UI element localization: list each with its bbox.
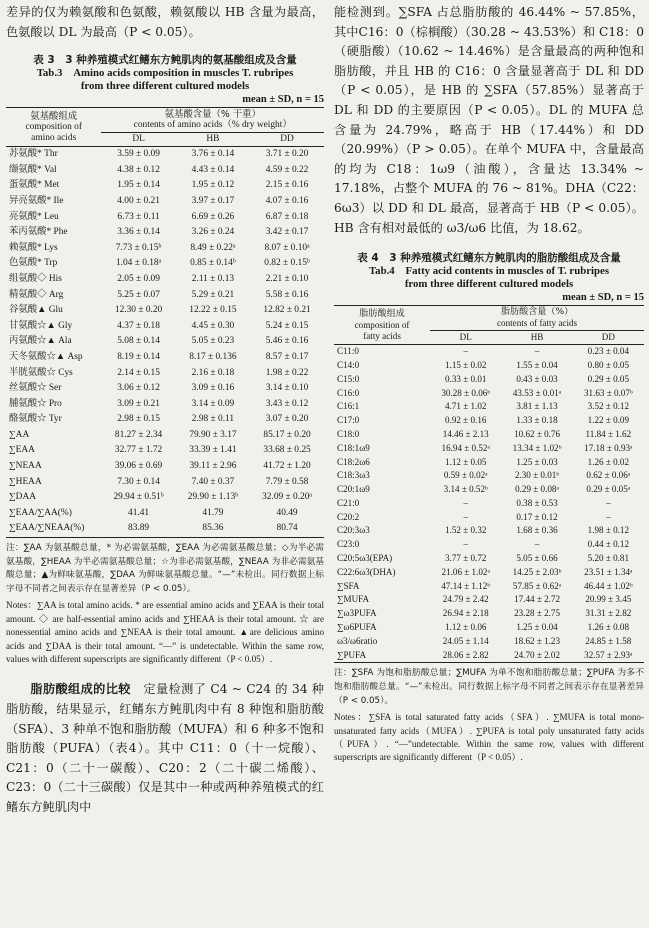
cell-dl: 1.12 ± 0.05: [445, 456, 487, 467]
row-label: 丝氨酸☆ Ser: [9, 383, 62, 394]
cell-hb: 29.90 ± 1.13ᵇ: [187, 492, 239, 503]
table4-block: [334, 250, 644, 765]
cell-dd: 7.79 ± 0.58: [265, 476, 309, 487]
row-label: C16:0: [337, 387, 360, 398]
cell-dd: 20.99 ± 3.45: [585, 594, 632, 605]
cell-dl: 7.30 ± 0.14: [117, 476, 160, 487]
cell-hb: 13.34 ± 1.02ᵇ: [512, 442, 562, 453]
cell-hb: 3.76 ± 0.14: [191, 149, 235, 160]
cell-hb: 3.09 ± 0.16: [191, 383, 235, 394]
cell-dl: 14.46 ± 2.13: [442, 428, 489, 439]
cell-dd: 3.52 ± 0.12: [587, 401, 630, 412]
cell-dl: 30.28 ± 0.06ᵇ: [441, 387, 491, 398]
table-row: [334, 483, 644, 497]
cell-dd: 1.98 ± 0.12: [587, 525, 630, 536]
cell-hb: 8.17 ± 0.136: [189, 351, 237, 362]
cell-dl: 1.95 ± 0.14: [117, 180, 160, 191]
table-row: [334, 373, 644, 387]
cell-dd: 41.72 ± 1.20: [263, 461, 311, 472]
cell-dl: 4.71 ± 1.02: [445, 401, 487, 412]
continued-paragraph: 差异的仅为赖氨酸和色氨酸，赖氨酸以 HB 含量为最高，色氨酸以 DL 为最高（P < 0.05）。: [6, 5, 324, 39]
cell-dd: 80.74: [276, 523, 298, 534]
table4-col-dl: DL: [430, 331, 501, 345]
cell-hb: 2.11 ± 0.13: [191, 273, 235, 284]
cell-hb: 39.11 ± 2.96: [189, 461, 237, 472]
table4-caption-en-1: Tab.4 Fatty acid contents in muscles of T. rubripes: [368, 265, 610, 278]
table-row: [6, 210, 324, 226]
table3-note-zh: 注：∑AA 为氨基酸总量，* 为必需氨基酸，∑EAA 为必需氨基酸总量；◇为半必需氨基酸，∑HEAA 为半必需氨基酸总量；☆为非必需氨基酸，∑NEAA 为非必需氨基酸总量；▲为鲜味氨基酸，∑DAA 为鲜味氨基酸总量。“—”未检出。同行数据上标字母不同者之间表示存在显著差异（P < 0.05）。: [6, 543, 324, 594]
cell-dd: 4.59 ± 0.22: [265, 164, 309, 175]
row-label: ∑MUFA: [337, 594, 370, 605]
table-row: [334, 345, 644, 359]
cell-dl: 21.06 ± 1.02ᵃ: [441, 566, 490, 577]
row-label: 异亮氨酸* Ile: [9, 195, 64, 206]
row-label: 脯氨酸☆ Pro: [9, 398, 62, 409]
row-label: 色氨酸* Trp: [9, 258, 58, 269]
cell-dd: 0.44 ± 0.12: [587, 539, 630, 550]
row-label: 蛋氨酸* Met: [9, 180, 60, 191]
row-label: C23:0: [337, 539, 360, 550]
cell-dl: –: [463, 539, 469, 550]
cell-dl: 1.15 ± 0.02: [445, 359, 487, 370]
header-comp-en1: composition of: [25, 121, 82, 132]
row-label: ∑PUFA: [337, 649, 367, 660]
table3-caption-en-2: from three different cultured models: [80, 80, 250, 93]
cell-dl: 1.12 ± 0.06: [445, 622, 487, 633]
row-label: ∑SFA: [337, 580, 360, 591]
row-label: ∑EAA/∑NEAA(%): [9, 523, 85, 534]
cell-hb: 1.25 ± 0.03: [516, 456, 558, 467]
cell-hb: 3.14 ± 0.09: [191, 398, 235, 409]
table-row: [6, 381, 324, 397]
table-row: [334, 580, 644, 594]
cell-dd: 3.43 ± 0.12: [265, 398, 309, 409]
table4-col-dd: DD: [573, 331, 644, 345]
row-label: C20:2: [337, 511, 360, 522]
cell-dd: 5.24 ± 0.15: [265, 320, 309, 331]
cell-hb: 0.17 ± 0.12: [516, 511, 558, 522]
table-row: [6, 319, 324, 335]
row-label: C22:6ω3(DHA): [337, 566, 396, 577]
cell-dd: 3.07 ± 0.20: [265, 414, 309, 425]
cell-dd: 6.87 ± 0.18: [265, 211, 309, 222]
row-label: ∑HEAA: [9, 476, 42, 487]
cell-dl: 1.04 ± 0.18ᵃ: [115, 258, 162, 269]
cell-hb: 5.05 ± 0.23: [191, 336, 235, 347]
cell-dd: 1.26 ± 0.02: [587, 456, 630, 467]
table-row: [334, 552, 644, 566]
cell-hb: 24.70 ± 2.02: [514, 649, 560, 660]
cell-dd: 0.80 ± 0.05: [587, 359, 630, 370]
cell-hb: –: [534, 539, 540, 550]
cell-hb: 85.36: [202, 523, 224, 534]
cell-dl: 0.59 ± 0.02ᵃ: [443, 470, 488, 481]
table4: [334, 305, 644, 663]
cell-dl: 24.05 ± 1.14: [442, 635, 489, 646]
cell-dl: 26.94 ± 2.18: [442, 608, 489, 619]
table-row: [334, 497, 644, 511]
row-label: 组氨酸◇ His: [9, 273, 62, 284]
cell-dd: 1.22 ± 0.09: [587, 415, 630, 426]
cell-dl: 41.41: [128, 507, 150, 518]
table-row: [6, 334, 324, 350]
table-row: [334, 607, 644, 621]
table-row: [6, 412, 324, 428]
cell-hb: 3.81 ± 1.13: [516, 401, 558, 412]
cell-hb: 1.33 ± 0.18: [516, 415, 558, 426]
table-row: [334, 469, 644, 483]
row-label: 丙氨酸☆▲ Ala: [9, 336, 72, 347]
row-label: 赖氨酸* Lys: [9, 242, 58, 253]
table3-col-hb: HB: [176, 133, 250, 147]
table4-header-content: [430, 306, 644, 331]
row-label: 亮氨酸* Leu: [9, 211, 59, 222]
table3: [6, 107, 324, 538]
cell-dd: 3.42 ± 0.17: [265, 227, 309, 238]
cell-dd: 2.15 ± 0.16: [265, 180, 309, 191]
cell-hb: 0.43 ± 0.03: [516, 373, 558, 384]
cell-hb: 57.85 ± 0.62ᵃ: [512, 580, 562, 591]
table-row: [334, 387, 644, 401]
table4-note-zh: 注：∑SFA 为饱和脂肪酸总量；∑MUFA 为单不饱和脂肪酸总量；∑PUFA 为多不饱和脂肪酸总量。“—”未检出。同行数据上标字母不同者之间表示存在显著差异（P < 0.05）。: [334, 668, 644, 706]
row-label: C18:2ω6: [337, 456, 370, 467]
row-label: 酪氨酸☆ Tyr: [9, 414, 62, 425]
cell-hb: 23.28 ± 2.75: [514, 608, 560, 619]
table-row: [6, 288, 324, 304]
table-row: [6, 256, 324, 272]
cell-hb: 12.22 ± 0.15: [189, 305, 237, 316]
row-label: ∑NEAA: [9, 461, 42, 472]
cell-dl: 32.77 ± 1.72: [114, 445, 163, 456]
table-row: [6, 506, 324, 522]
cell-hb: 8.49 ± 0.22ᵃ: [190, 242, 236, 253]
cell-dl: 47.14 ± 1.12ᵇ: [441, 580, 491, 591]
table3-caption-zh: 表 3 3 种养殖模式红鳍东方鲀肌肉的氨基酸组成及含量: [33, 54, 297, 67]
table-row: [334, 635, 644, 649]
table-row: [334, 524, 644, 538]
row-label: ∑ω6PUFA: [337, 622, 377, 633]
table-row: [334, 400, 644, 414]
cell-dl: –: [463, 346, 469, 357]
table-row: [6, 303, 324, 319]
cell-hb: 1.95 ± 0.12: [191, 180, 235, 191]
cell-dl: 39.06 ± 0.69: [114, 461, 163, 472]
results-paragraph: 能检测到。∑SFA 占总脂肪酸的 46.44% ~ 57.85%，其中C16：0（棕榈酸）（30.28 ~ 43.53%）和 C18：0（硬脂酸）（10.62 ~ 14.46%）是含量最高的两种饱和脂肪酸，并且 HB 的 C16：0 含量显著高于 DL 和 DD（P < 0.05），是 HB 的 ∑SFA（57.85%）显著高于 DL 和 DD 的主要原因（P < 0.05）。DL 的 MUFA 总含量为 24.79%，略高于 HB（17.44%）和 DD（20.99%）（P > 0.05）。在单个 MUFA 中，含量最高的均为 C18：1ω9（油酸），含量达 13.34% ~ 17.18%，占整个 MUFA 的 76 ~ 81%。DHA（C22：6ω3）以 DD 和 DL 最高，显著高于 HB（P < 0.05）。HB 含有相对最低的 ω3/ω6 比值，为 18.62。: [334, 5, 644, 235]
row-label: C20:3ω3: [337, 525, 370, 536]
table-row: [334, 428, 644, 442]
cell-dd: 1.98 ± 0.22: [265, 367, 309, 378]
cell-dd: 17.18 ± 0.93ᵃ: [584, 442, 633, 453]
cell-dl: 0.33 ± 0.01: [445, 373, 487, 384]
cell-dd: 32.09 ± 0.20ᵃ: [262, 492, 312, 503]
header-comp-zh: 脂肪酸组成: [359, 308, 405, 319]
table-row: [6, 225, 324, 241]
table3-mean-sd: mean ± SD, n = 15: [242, 94, 324, 106]
table3-header-content: [101, 108, 324, 133]
right-column: [334, 0, 644, 765]
table-row: [6, 178, 324, 194]
cell-hb: 2.30 ± 0.01ᵇ: [514, 470, 560, 481]
left-column: [6, 0, 324, 818]
cell-dl: 6.73 ± 0.11: [117, 211, 160, 222]
cell-dl: –: [463, 511, 469, 522]
cell-dd: 5.20 ± 0.81: [587, 553, 630, 564]
cell-dd: 0.82 ± 0.15ᵇ: [264, 258, 310, 269]
cell-dd: 33.68 ± 0.25: [263, 445, 311, 456]
fatty-acid-text: 定量检测了 C4 ~ C24 的 34 种脂肪酸，结果显示，红鳍东方鲀肌肉中有 8 种饱和脂肪酸（SFA）、3 种单不饱和脂肪酸（MUFA）和 6 种多不饱和脂肪酸（PUFA）（表4）。其中 C11：0（十一烷酸）、C21：0（二十一碳酸）、C20：2（二十碳二烯酸）、C23：0（二十三碳酸）仅是其中一种或两种养殖模式的红鳍东方鲀肌肉中: [6, 682, 324, 814]
cell-dl: 0.92 ± 0.16: [445, 415, 487, 426]
cell-hb: 33.39 ± 1.41: [189, 445, 237, 456]
cell-hb: 5.29 ± 0.21: [191, 289, 235, 300]
cell-dl: 5.08 ± 0.14: [117, 336, 160, 347]
cell-dl: 3.14 ± 0.52ᵇ: [443, 484, 488, 495]
table4-caption-zh: 表 4 3 种养殖模式红鳍东方鲀肌肉的脂肪酸组成及含量: [357, 252, 621, 265]
cell-hb: 79.90 ± 3.17: [189, 429, 237, 440]
cell-hb: 4.43 ± 0.14: [191, 164, 235, 175]
cell-dd: –: [606, 511, 611, 522]
table-row: [6, 490, 324, 506]
table-row: [6, 194, 324, 210]
cell-dl: 3.36 ± 0.14: [117, 227, 160, 238]
cell-dl: 2.14 ± 0.15: [117, 367, 160, 378]
cell-dd: 85.17 ± 0.20: [263, 429, 311, 440]
row-label: C15:0: [337, 373, 360, 384]
cell-dd: 23.51 ± 1.34ᵃ: [584, 566, 633, 577]
table-row: [6, 521, 324, 537]
cell-hb: 7.40 ± 0.37: [191, 476, 235, 487]
cell-dd: 11.84 ± 1.62: [585, 428, 632, 439]
cell-dl: 3.06 ± 0.12: [117, 383, 160, 394]
row-label: C17:0: [337, 415, 360, 426]
cell-dd: 8.07 ± 0.10ᵃ: [264, 242, 310, 253]
cell-hb: 0.29 ± 0.08ᵃ: [515, 484, 559, 495]
table-row: [334, 359, 644, 373]
cell-dl: 29.94 ± 0.51ᵇ: [113, 492, 164, 503]
fatty-acid-paragraph: [6, 680, 324, 817]
cell-hb: 18.62 ± 1.23: [514, 635, 560, 646]
cell-dl: 81.27 ± 2.34: [114, 429, 163, 440]
cell-hb: 10.62 ± 0.76: [514, 428, 560, 439]
table-row: [334, 414, 644, 428]
cell-dd: 3.14 ± 0.10: [265, 383, 309, 394]
table-row: [6, 350, 324, 366]
table-row: [6, 459, 324, 475]
cell-hb: 3.26 ± 0.24: [191, 227, 235, 238]
table4-note-en: Notes：∑SFA is total saturated fatty acids（SFA）. ∑MUFA is total mono-unsaturated fatty acids（MUFA）. ∑PUFA is total poly unsaturated fatty acids（PUFA）. “—”undetectable. Within the same row, values with different superscripts are significantly different（P < 0.05）.: [334, 712, 644, 763]
row-label: C18:1ω9: [337, 442, 370, 453]
row-label: C16:1: [337, 401, 360, 412]
table4-col-hb: HB: [501, 331, 572, 345]
cell-hb: 43.53 ± 0.01ᵃ: [512, 387, 562, 398]
cell-dd: 46.44 ± 1.02ᵇ: [583, 580, 633, 591]
section-heading: 脂肪酸组成的比较: [30, 682, 131, 697]
cell-dl: 4.38 ± 0.12: [117, 164, 160, 175]
cell-dl: 4.00 ± 0.21: [117, 195, 160, 206]
cell-dl: 3.77 ± 0.72: [445, 553, 487, 564]
cell-dl: 1.52 ± 0.32: [445, 525, 487, 536]
row-label: C20:1ω9: [337, 484, 370, 495]
row-label: 精氨酸◇ Arg: [9, 289, 64, 300]
table3-header-composition: [6, 108, 101, 147]
row-label: ∑EAA/∑AA(%): [9, 507, 72, 518]
row-label: 谷氨酸▲ Glu: [9, 305, 63, 316]
row-label: C14:0: [337, 359, 360, 370]
cell-dd: 40.49: [276, 507, 298, 518]
cell-dl: 5.25 ± 0.07: [117, 289, 160, 300]
cell-dd: 0.29 ± 0.05: [587, 373, 630, 384]
header-comp-en1: composition of: [354, 319, 410, 330]
cell-dl: 24.79 ± 2.42: [442, 594, 489, 605]
cell-hb: 1.55 ± 0.04: [516, 359, 558, 370]
table-row: [6, 366, 324, 382]
row-label: C21:0: [337, 497, 360, 508]
table3-note-en: Notes：∑AA is total amino acids. * are essential amino acids and ∑EAA is their total amount. ◇ are half-essential amino acids and ∑HEAA is their total amount. ☆ are nonessential amino acids and ∑NEAA is their total amount. ▲are delicious amino acids and ∑DAA is their total amount. “—” is undetectable. Within the same row, values with different superscripts are significantly different（P < 0.05）.: [6, 600, 324, 665]
cell-dd: –: [606, 497, 611, 508]
row-label: 甘氨酸☆▲ Gly: [9, 320, 73, 331]
cell-hb: 6.69 ± 0.26: [191, 211, 235, 222]
row-label: 天冬氨酸☆▲ Asp: [9, 351, 83, 362]
cell-hb: –: [534, 346, 540, 357]
header-comp-zh: 氨基酸组成: [30, 110, 78, 122]
cell-dd: 31.31 ± 2.82: [585, 608, 632, 619]
header-content-zh: 氨基酸含量（% 干重）: [164, 109, 261, 121]
row-label: C18:0: [337, 428, 360, 439]
cell-dl: 3.59 ± 0.09: [117, 149, 160, 160]
table-row: [334, 566, 644, 580]
table3-caption-en-1: Tab.3 Amino acids composition in muscles T. rubripes: [36, 67, 294, 80]
table-row: [334, 511, 644, 525]
table-row: [6, 428, 324, 444]
cell-dl: 28.06 ± 2.82: [442, 649, 489, 660]
cell-dl: 2.05 ± 0.09: [117, 273, 160, 284]
cell-dl: 83.89: [128, 523, 150, 534]
cell-hb: 2.98 ± 0.11: [191, 414, 235, 425]
row-label: ∑AA: [9, 429, 30, 440]
table-row: [6, 443, 324, 459]
table-row: [334, 621, 644, 635]
cell-hb: 2.16 ± 0.18: [191, 367, 235, 378]
cell-dd: 0.23 ± 0.04: [587, 346, 630, 357]
cell-hb: 3.97 ± 0.17: [191, 195, 235, 206]
table-row: [334, 593, 644, 607]
table4-mean-sd: mean ± SD, n = 15: [562, 292, 644, 304]
row-label: ∑ω3PUFA: [337, 608, 377, 619]
cell-dd: 32.57 ± 2.93ᵃ: [584, 649, 633, 660]
row-label: C11:0: [337, 346, 359, 357]
table3-col-dl: DL: [101, 133, 175, 147]
cell-dd: 31.63 ± 0.07ᵇ: [583, 387, 633, 398]
table-row: [6, 397, 324, 413]
cell-dd: 3.71 ± 0.20: [265, 149, 309, 160]
header-content-zh: 脂肪酸含量（%）: [500, 307, 574, 318]
row-label: ∑EAA: [9, 445, 35, 456]
cell-dd: 4.07 ± 0.16: [265, 195, 309, 206]
cell-hb: 41.79: [202, 507, 224, 518]
table-row: [334, 442, 644, 456]
cell-hb: 0.38 ± 0.53: [516, 497, 558, 508]
cell-hb: 17.44 ± 2.72: [514, 594, 560, 605]
row-label: 苏氨酸* Thr: [9, 149, 58, 160]
table3-body: [6, 147, 324, 538]
header-content-en: contents of fatty acids: [497, 318, 578, 329]
header-comp-en2: amino acids: [31, 132, 77, 143]
table-row: [6, 163, 324, 179]
row-label: ω3/ω6ratio: [337, 635, 378, 646]
cell-dd: 1.26 ± 0.08: [587, 622, 630, 633]
row-label: C20:5ω3(EPA): [337, 553, 393, 564]
cell-dl: –: [463, 497, 469, 508]
cell-dd: 5.58 ± 0.16: [265, 289, 309, 300]
cell-hb: 4.45 ± 0.30: [191, 320, 235, 331]
cell-dd: 0.62 ± 0.06ᵃ: [586, 470, 631, 481]
row-label: 缬氨酸* Val: [9, 164, 57, 175]
cell-hb: 1.25 ± 0.04: [516, 622, 558, 633]
cell-dl: 7.73 ± 0.15ᵇ: [115, 242, 162, 253]
table-row: [6, 241, 324, 257]
header-content-en: contents of amino acids（% dry weight）: [133, 120, 292, 131]
cell-hb: 14.25 ± 2.03ᵇ: [512, 566, 562, 577]
table-row: [334, 649, 644, 663]
cell-dd: 0.29 ± 0.05ᵃ: [586, 484, 631, 495]
cell-dl: 8.19 ± 0.14: [117, 351, 160, 362]
table4-body: [334, 345, 644, 663]
cell-dl: 12.30 ± 0.20: [114, 305, 163, 316]
cell-hb: 0.85 ± 0.14ᵇ: [190, 258, 236, 269]
row-label: ∑DAA: [9, 492, 36, 503]
header-comp-en2: fatty acids: [363, 330, 401, 341]
cell-dl: 16.94 ± 0.52ᵃ: [441, 442, 490, 453]
cell-dd: 8.57 ± 0.17: [265, 351, 309, 362]
table-row: [6, 147, 324, 163]
cell-hb: 1.68 ± 0.36: [516, 525, 558, 536]
row-label: C18:3ω3: [337, 470, 370, 481]
cell-dd: 5.46 ± 0.16: [265, 336, 309, 347]
table-row: [6, 475, 324, 491]
cell-dl: 2.98 ± 0.15: [117, 414, 160, 425]
table4-header-composition: [334, 306, 430, 345]
cell-dl: 4.37 ± 0.18: [117, 320, 160, 331]
table-row: [334, 456, 644, 470]
cell-dd: 24.85 ± 1.58: [585, 635, 632, 646]
table3-block: [6, 52, 324, 666]
table-row: [334, 538, 644, 552]
row-label: 半胱氨酸☆ Cys: [9, 367, 73, 378]
cell-dl: 3.09 ± 0.21: [117, 398, 160, 409]
cell-dd: 12.82 ± 0.21: [263, 305, 311, 316]
table-row: [6, 272, 324, 288]
row-label: 苯丙氨酸* Phe: [9, 227, 68, 238]
table4-caption-en-2: from three different cultured models: [404, 278, 574, 291]
cell-hb: 5.05 ± 0.66: [516, 553, 558, 564]
table3-col-dd: DD: [250, 133, 324, 147]
cell-dd: 2.21 ± 0.10: [265, 273, 309, 284]
